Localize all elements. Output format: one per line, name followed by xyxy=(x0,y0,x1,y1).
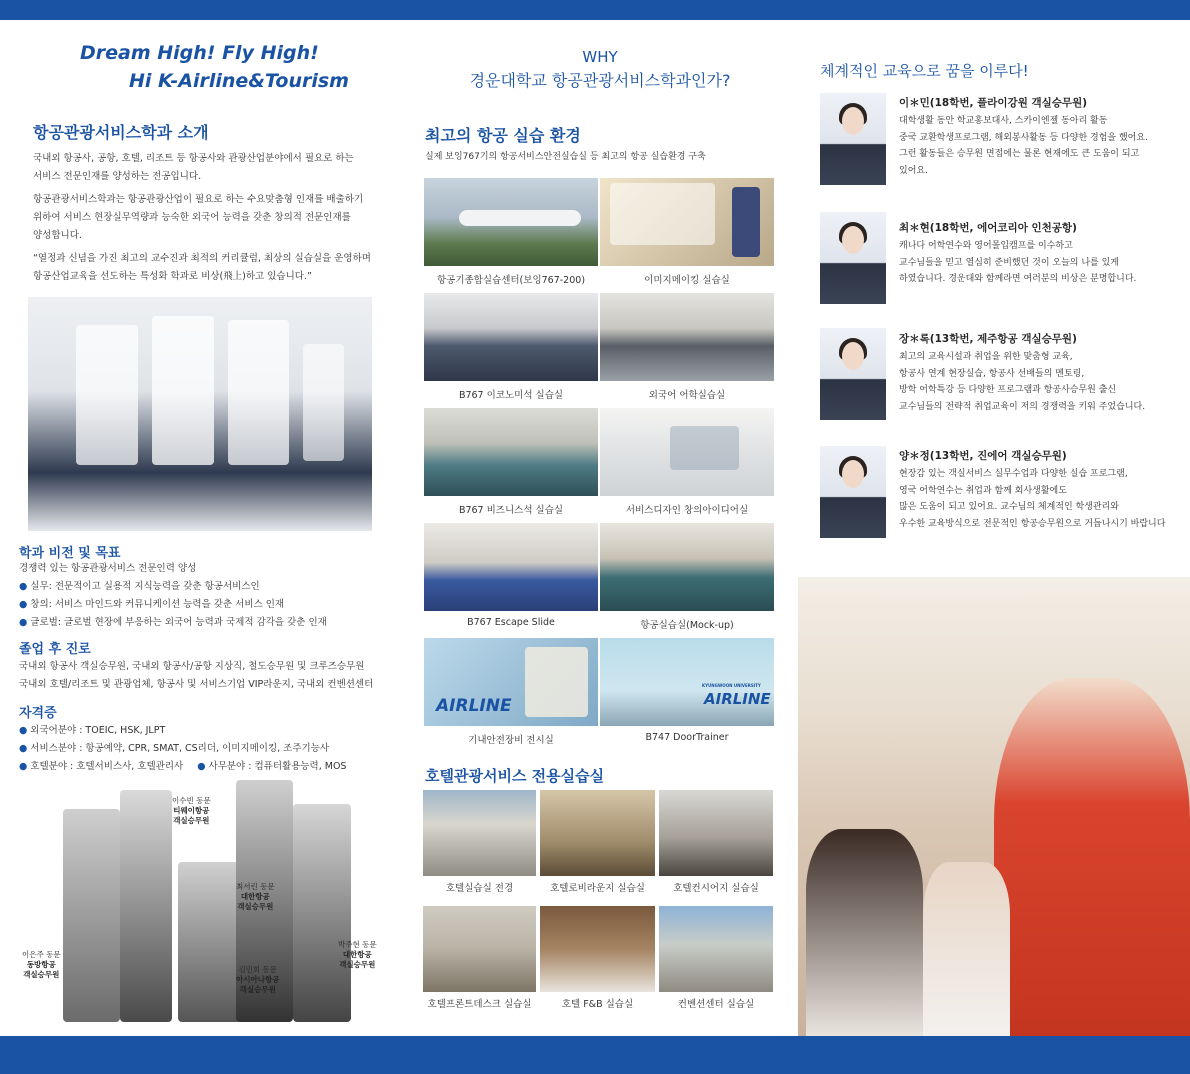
airline-logo-small-text: KYUNGWOON UNIVERSITY xyxy=(702,683,761,688)
testimonial-line: 많은 도움이 되고 있어요. 교수님의 체계적인 학생관리와 xyxy=(899,502,1119,512)
alumni-label xyxy=(236,965,279,995)
testimonial-line: 현장감 있는 객실서비스 실무수업과 다양한 실습 프로그램, xyxy=(899,469,1128,479)
alumni-role: 객실승무원 xyxy=(239,985,276,994)
testimonial-line: 영국 어학연수는 취업과 함께 회사생활에도 xyxy=(899,485,1067,496)
cabin-mockup-photo xyxy=(600,523,774,611)
alumni-name: 박주현 동문 xyxy=(338,940,377,949)
alumni-company: 대한항공 xyxy=(240,892,270,901)
why-label: WHY xyxy=(582,48,618,66)
alumni-company: 아시아나항공 xyxy=(236,975,280,984)
testimonial-line: 최고의 교육시설과 취업을 위한 맞춤형 교육, xyxy=(899,352,1073,362)
testimonial-line: 대학생활 동안 학교홍보대사, 스카이엔젤 동아리 활동 xyxy=(899,116,1108,126)
graduate-name: 장＊록(13학번, 제주항공 객실승무원) xyxy=(899,333,1077,345)
why-title: 경운대학교 항공관광서비스학과인가? xyxy=(469,71,731,90)
bullet-icon: ● xyxy=(19,581,28,592)
intro-line: 위하여 서비스 현장실무역량과 능숙한 외국어 능력을 갖춘 창의적 전문인재를 xyxy=(33,212,351,223)
hotel-fnb-photo xyxy=(540,906,655,992)
graduate-testimonial xyxy=(899,95,1184,179)
cert-item xyxy=(19,740,399,758)
bullet-icon: ● xyxy=(19,761,28,772)
photo-caption: 서비스디자인 창의아이디어실 xyxy=(625,505,749,516)
vision-list xyxy=(19,560,389,632)
photo-caption: B767 Escape Slide xyxy=(467,617,555,628)
alumni-label xyxy=(22,950,61,980)
hotel-lobby-photo xyxy=(540,790,655,876)
bullet-icon: ● xyxy=(197,761,206,772)
slogan-line-1: Dream High! Fly High! xyxy=(80,42,319,64)
alumni-name: 김민희 동문 xyxy=(238,965,278,974)
photo-caption: 호텔로비라운지 실습실 xyxy=(550,883,645,894)
slogan-line-2: Hi K-Airline&Tourism xyxy=(129,70,349,92)
graduate-testimonial xyxy=(899,331,1184,415)
graduate-name: 이＊민(18학번, 플라이강원 객실승무원) xyxy=(899,97,1088,109)
env-subtitle: 실제 보잉767기의 항공서비스안전실습실 등 최고의 항공 실습환경 구축 xyxy=(425,152,706,162)
career-line: 국내외 항공사 객실승무원, 국내외 항공사/공항 지상직, 철도승무원 및 크루즈승무원 xyxy=(19,661,365,672)
testimonial-line: 방학 어학특강 등 다양한 프로그램과 항공사승무원 출신 xyxy=(899,385,1117,395)
alumni-label xyxy=(338,940,377,970)
cabin-crew-service-photo xyxy=(798,577,1190,1036)
bottom-brand-bar xyxy=(0,1036,1190,1074)
vision-lead: 경쟁력 있는 항공관광서비스 전문인력 양성 xyxy=(19,563,197,574)
career-line: 국내외 호텔/리조트 및 관광업체, 항공사 및 서비스기업 VIP라운지, 국내외 컨벤션센터 xyxy=(19,679,374,690)
intro-line: 항공산업교육을 선도하는 특성화 학과로 비상(飛上)하고 있습니다.” xyxy=(33,271,312,282)
escape-slide-photo xyxy=(424,523,598,611)
airline-logo-text: AIRLINE xyxy=(436,696,512,716)
airline-logo-text: AIRLINE xyxy=(704,690,771,708)
testimonial-line: 있어요. xyxy=(899,165,928,176)
testimonial-line: 교수님들을 믿고 열심히 준비했던 것이 오늘의 나를 있게 xyxy=(899,257,1119,268)
right-title: 체계적인 교육으로 꿈을 이루다! xyxy=(820,62,1029,80)
intro-line: 항공관광서비스학과는 항공관광산업이 필요로 하는 수요맞춤형 인재를 배출하기 xyxy=(33,194,364,205)
testimonial-line: 중국 교환학생프로그램, 해외봉사활동 등 다양한 경험을 했어요. xyxy=(899,132,1148,143)
alumni-name: 이은주 동문 xyxy=(22,950,61,959)
intro-line: 국내외 항공사, 공항, 호텔, 리조트 등 항공사와 관광산업분야에서 필요로 하는 xyxy=(33,153,354,164)
testimonial-line: 항공사 연계 현장실습, 항공사 선배들의 멘토링, xyxy=(899,368,1085,379)
graduate-testimonial xyxy=(899,220,1184,288)
vision-title: 학과 비전 및 목표 xyxy=(19,546,121,561)
alumni-name: 이수빈 동문 xyxy=(172,796,211,805)
photo-caption: B767 이코노미석 실습실 xyxy=(458,390,564,401)
photo-caption: B767 비즈니스석 실습실 xyxy=(458,505,564,516)
alumni-company: 동방항공 xyxy=(26,960,56,969)
career-title: 졸업 후 진로 xyxy=(19,642,91,657)
testimonial-line: 하였습니다. 경운대와 함께라면 여러분의 비상은 분명합니다. xyxy=(899,274,1137,284)
alumni-role: 객실승무원 xyxy=(339,960,376,969)
cert-item-text: 외국어분야 : TOEIC, HSK, JLPT xyxy=(30,725,166,736)
cert-item xyxy=(19,758,399,776)
alumni-label xyxy=(236,882,275,912)
alumni-name: 최서린 동문 xyxy=(236,882,275,891)
testimonial-line: 교수님들의 전략적 취업교육이 저의 경쟁력을 키워 주었습니다. xyxy=(899,401,1146,412)
vision-item-text: 글로벌: 글로벌 현장에 부응하는 외국어 능력과 국제적 감각을 갖춘 인재 xyxy=(30,617,327,628)
alumni-role: 객실승무원 xyxy=(23,970,60,979)
hotel-front-desk-photo xyxy=(423,906,536,992)
photo-caption: 호텔실습실 전경 xyxy=(445,883,514,894)
intro-line: 서비스 전문인재를 양성하는 전공입니다. xyxy=(33,171,202,182)
alumni-role: 객실승무원 xyxy=(173,816,210,825)
vision-item xyxy=(19,614,389,632)
alumni-role: 객실승무원 xyxy=(237,902,274,911)
photo-caption: 기내안전장비 전시실 xyxy=(468,735,554,746)
env-title: 최고의 항공 실습 환경 xyxy=(425,126,581,145)
photo-caption: 호텔컨시어지 실습실 xyxy=(673,883,759,894)
photo-caption: 호텔프론트데스크 실습실 xyxy=(427,999,532,1010)
photo-caption: 호텔 F&B 실습실 xyxy=(561,999,634,1010)
image-making-room-photo xyxy=(600,178,774,266)
hotel-exterior-photo xyxy=(423,790,536,876)
door-trainer-photo xyxy=(600,638,774,726)
vision-item-text: 창의: 서비스 마인드와 커뮤니케이션 능력을 갖춘 서비스 인재 xyxy=(30,599,285,610)
vision-item xyxy=(19,596,389,614)
graduate-portrait xyxy=(820,212,886,304)
photo-caption: 항공기종합실습센터(보잉767-200) xyxy=(436,275,586,286)
photo-caption: 외국어 어학실습실 xyxy=(648,390,726,401)
testimonial-line: 캐나다 어학연수와 영어몰입캠프를 이수하고 xyxy=(899,241,1073,251)
testimonial-line: 그런 활동들은 승무원 면접에는 물론 현재에도 큰 도움이 되고 xyxy=(899,149,1140,159)
cert-item-text: 사무분야 : 컴퓨터활용능력, MOS xyxy=(208,761,347,772)
top-brand-bar xyxy=(0,0,1190,20)
hotel-concierge-photo xyxy=(659,790,773,876)
bullet-icon: ● xyxy=(19,743,28,754)
testimonial-line: 우수한 교육방식으로 전문적인 항공승무원으로 거듭나시기 바랍니다 xyxy=(899,518,1166,529)
graduate-portrait xyxy=(820,93,886,185)
photo-caption: 항공실습실(Mock-up) xyxy=(640,620,734,631)
bullet-icon: ● xyxy=(19,725,28,736)
intro-title: 항공관광서비스학과 소개 xyxy=(33,123,209,142)
graduate-name: 양＊정(13학번, 진에어 객실승무원) xyxy=(899,450,1067,462)
cert-item xyxy=(19,722,399,740)
alumni-label xyxy=(172,796,211,826)
photo-caption: 이미지메이킹 실습실 xyxy=(644,275,730,286)
cert-item-text: 서비스분야 : 항공예약, CPR, SMAT, CS리더, 이미지메이킹, 조주기능사 xyxy=(30,743,330,754)
photo-caption: B747 DoorTrainer xyxy=(645,732,729,743)
language-lab-photo xyxy=(600,293,774,381)
convention-center-photo xyxy=(659,906,773,992)
graduate-portrait xyxy=(820,328,886,420)
alumni-company: 티웨이항공 xyxy=(173,806,210,815)
alumni-company: 대한항공 xyxy=(342,950,372,959)
students-group-photo xyxy=(28,297,372,531)
graduate-name: 최＊현(18학번, 에어코리아 인천공항) xyxy=(899,222,1077,234)
photo-caption: 컨벤션센터 실습실 xyxy=(677,999,755,1010)
intro-text xyxy=(33,150,383,286)
cert-title: 자격증 xyxy=(19,706,57,721)
graduate-testimonial xyxy=(899,448,1184,532)
cert-list xyxy=(19,722,399,776)
hotel-title: 호텔관광서비스 전용실습실 xyxy=(425,767,605,785)
economy-class-room-photo xyxy=(424,293,598,381)
business-class-room-photo xyxy=(424,408,598,496)
service-design-room-photo xyxy=(600,408,774,496)
cert-item-text: 호텔분야 : 호텔서비스사, 호텔관리사 xyxy=(30,761,184,772)
intro-line: 양성합니다. xyxy=(33,230,82,241)
career-text xyxy=(19,658,399,694)
vision-item-text: 실무: 전문적이고 실용적 지식능력을 갖춘 항공서비스인 xyxy=(30,581,260,592)
vision-item xyxy=(19,578,389,596)
intro-line: “열정과 신념을 가진 최고의 교수진과 최적의 커리큘럼, 최상의 실습실을 운영하며 xyxy=(33,253,371,264)
aircraft-training-center-photo xyxy=(424,178,598,266)
graduate-portrait xyxy=(820,446,886,538)
bullet-icon: ● xyxy=(19,617,28,628)
safety-equipment-exhibit-photo xyxy=(424,638,598,726)
bullet-icon: ● xyxy=(19,599,28,610)
